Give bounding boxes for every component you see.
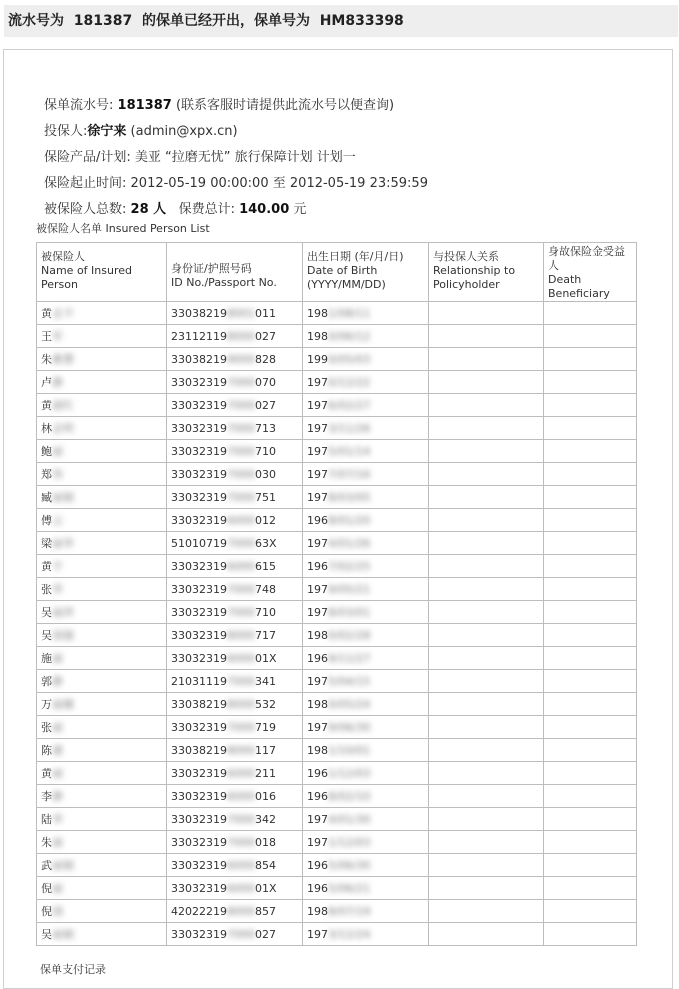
payment-record-caption: 保单支付记录 bbox=[40, 963, 106, 976]
table-row bbox=[37, 624, 637, 647]
table-row bbox=[37, 417, 637, 440]
count-value: 28 人 bbox=[130, 202, 167, 217]
table-row bbox=[37, 785, 637, 808]
period-line bbox=[44, 172, 428, 191]
table-row bbox=[37, 670, 637, 693]
beneficiary-cell bbox=[544, 854, 637, 877]
relationship-cell bbox=[429, 509, 544, 532]
insured-name-cell: 陈建 bbox=[37, 739, 167, 762]
birth-date-cell: 1968/01/20 bbox=[303, 509, 429, 532]
serial-note: (联系客服时请提供此流水号以便查询) bbox=[175, 98, 395, 113]
insured-name-cell: 张丽 bbox=[37, 716, 167, 739]
serial-value: 181387 bbox=[117, 98, 172, 113]
table-row bbox=[37, 440, 637, 463]
relationship-cell bbox=[429, 532, 544, 555]
birth-date-cell: 1971/12/03 bbox=[303, 831, 429, 854]
table-row bbox=[37, 808, 637, 831]
id-number-cell: 420222198000857 bbox=[167, 900, 303, 923]
birth-date-cell: 1977/07/16 bbox=[303, 463, 429, 486]
insured-name-cell: 朱丽 bbox=[37, 831, 167, 854]
birth-date-cell: 1970/12/22 bbox=[303, 371, 429, 394]
col-header-name: 被保险人 Name of Insured Person bbox=[37, 243, 167, 302]
id-number-cell: 330323196000211 bbox=[167, 762, 303, 785]
relationship-cell bbox=[429, 624, 544, 647]
relationship-cell bbox=[429, 877, 544, 900]
id-number-cell: 330323197000751 bbox=[167, 486, 303, 509]
relationship-cell bbox=[429, 601, 544, 624]
relationship-cell bbox=[429, 348, 544, 371]
insured-name-cell: 傅云 bbox=[37, 509, 167, 532]
birth-date-cell: 1979/06/30 bbox=[303, 716, 429, 739]
product-line bbox=[44, 146, 356, 165]
table-row bbox=[37, 532, 637, 555]
insured-name-cell: 鲍丽 bbox=[37, 440, 167, 463]
premium-value: 140.00 bbox=[239, 202, 290, 217]
birth-date-cell: 1980/05/24 bbox=[303, 693, 429, 716]
birth-date-cell: 1981/10/01 bbox=[303, 739, 429, 762]
insured-name-cell: 黄志平 bbox=[37, 302, 167, 325]
id-number-cell: 51010719700063X bbox=[167, 532, 303, 555]
birth-date-cell: 1974/01/30 bbox=[303, 808, 429, 831]
beneficiary-cell bbox=[544, 693, 637, 716]
insured-person-table bbox=[36, 242, 637, 946]
period-start: 2012-05-19 00:00:00 bbox=[130, 176, 269, 191]
holder-label: 投保人: bbox=[44, 124, 88, 139]
premium-label: 保费总计: bbox=[178, 202, 235, 217]
beneficiary-cell bbox=[544, 624, 637, 647]
relationship-cell bbox=[429, 854, 544, 877]
id-number-cell: 330382198000532 bbox=[167, 693, 303, 716]
birth-date-cell: 1979/05/21 bbox=[303, 578, 429, 601]
holder-line bbox=[44, 120, 238, 139]
table-row bbox=[37, 831, 637, 854]
count-line bbox=[44, 198, 306, 217]
period-end: 2012-05-19 23:59:59 bbox=[289, 176, 428, 191]
beneficiary-cell bbox=[544, 808, 637, 831]
relationship-cell bbox=[429, 831, 544, 854]
product-label: 保险产品/计划: bbox=[44, 150, 131, 165]
beneficiary-cell bbox=[544, 348, 637, 371]
insured-name-cell: 黄淑红 bbox=[37, 394, 167, 417]
birth-date-cell: 1988/07/19 bbox=[303, 900, 429, 923]
id-number-cell: 231121198000027 bbox=[167, 325, 303, 348]
relationship-cell bbox=[429, 647, 544, 670]
serial-line bbox=[44, 94, 394, 113]
table-row bbox=[37, 394, 637, 417]
relationship-cell bbox=[429, 302, 544, 325]
relationship-cell bbox=[429, 486, 544, 509]
insured-list-caption: 被保险人名单 Insured Person List bbox=[36, 222, 210, 235]
col-header-dob: 出生日期 (年/月/日) Date of Birth (YYYY/MM/DD) bbox=[303, 243, 429, 302]
insured-name-cell: 武丽娟 bbox=[37, 854, 167, 877]
table-row bbox=[37, 900, 637, 923]
relationship-cell bbox=[429, 739, 544, 762]
beneficiary-cell bbox=[544, 877, 637, 900]
beneficiary-cell bbox=[544, 900, 637, 923]
relationship-cell bbox=[429, 555, 544, 578]
birth-date-cell: 1973/12/24 bbox=[303, 923, 429, 946]
banner-serial-prefix: 流水号为 bbox=[8, 13, 64, 29]
beneficiary-cell bbox=[544, 555, 637, 578]
insured-name-cell: 倪国 bbox=[37, 900, 167, 923]
id-number-cell: 330323196000615 bbox=[167, 555, 303, 578]
insured-name-cell: 吴国强 bbox=[37, 624, 167, 647]
beneficiary-cell bbox=[544, 647, 637, 670]
insured-name-cell: 黄宇 bbox=[37, 555, 167, 578]
birth-date-cell: 1975/01/14 bbox=[303, 440, 429, 463]
id-number-cell: 330382198001011 bbox=[167, 302, 303, 325]
relationship-cell bbox=[429, 394, 544, 417]
table-row bbox=[37, 371, 637, 394]
relationship-cell bbox=[429, 693, 544, 716]
table-row bbox=[37, 923, 637, 946]
beneficiary-cell bbox=[544, 716, 637, 739]
relationship-cell bbox=[429, 371, 544, 394]
relationship-cell bbox=[429, 440, 544, 463]
beneficiary-cell bbox=[544, 762, 637, 785]
birth-date-cell: 1969/11/27 bbox=[303, 647, 429, 670]
relationship-cell bbox=[429, 923, 544, 946]
insured-name-cell: 梁丽华 bbox=[37, 532, 167, 555]
beneficiary-cell bbox=[544, 486, 637, 509]
table-row bbox=[37, 302, 637, 325]
birth-date-cell: 1978/03/05 bbox=[303, 486, 429, 509]
birth-date-cell: 1974/01/26 bbox=[303, 532, 429, 555]
id-number-cell: 330323197000719 bbox=[167, 716, 303, 739]
insured-name-cell: 臧丽娟 bbox=[37, 486, 167, 509]
birth-date-cell: 1973/11/26 bbox=[303, 417, 429, 440]
insured-name-cell: 朱雅慧 bbox=[37, 348, 167, 371]
serial-label: 保单流水号: bbox=[44, 98, 114, 113]
count-label: 被保险人总数: bbox=[44, 202, 127, 217]
id-number-cell: 330323197000342 bbox=[167, 808, 303, 831]
id-number-cell: 330382199000828 bbox=[167, 348, 303, 371]
relationship-cell bbox=[429, 463, 544, 486]
table-row bbox=[37, 578, 637, 601]
insured-name-cell: 陆华 bbox=[37, 808, 167, 831]
beneficiary-cell bbox=[544, 302, 637, 325]
beneficiary-cell bbox=[544, 417, 637, 440]
relationship-cell bbox=[429, 417, 544, 440]
id-number-cell: 330323196000854 bbox=[167, 854, 303, 877]
beneficiary-cell bbox=[544, 601, 637, 624]
id-number-cell: 330323197000713 bbox=[167, 417, 303, 440]
id-number-cell: 330323197000710 bbox=[167, 440, 303, 463]
holder-name: 徐宁来 bbox=[87, 124, 127, 139]
insured-name-cell: 万丽娜 bbox=[37, 693, 167, 716]
relationship-cell bbox=[429, 785, 544, 808]
birth-date-cell: 1965/06/21 bbox=[303, 877, 429, 900]
relationship-cell bbox=[429, 716, 544, 739]
premium-unit: 元 bbox=[293, 202, 307, 217]
insured-name-cell: 吴丽萍 bbox=[37, 601, 167, 624]
table-body bbox=[37, 302, 637, 946]
id-number-cell: 330323197000710 bbox=[167, 601, 303, 624]
id-number-cell: 33032319600001X bbox=[167, 647, 303, 670]
insured-name-cell: 林志明 bbox=[37, 417, 167, 440]
period-label: 保险起止时间: bbox=[44, 176, 127, 191]
id-number-cell: 330323197000748 bbox=[167, 578, 303, 601]
table-row bbox=[37, 601, 637, 624]
birth-date-cell: 1978/03/01 bbox=[303, 601, 429, 624]
insured-name-cell: 卢静 bbox=[37, 371, 167, 394]
beneficiary-cell bbox=[544, 325, 637, 348]
id-number-cell: 330323198000717 bbox=[167, 624, 303, 647]
beneficiary-cell bbox=[544, 463, 637, 486]
id-number-cell: 330323197000027 bbox=[167, 923, 303, 946]
birth-date-cell: 1990/05/03 bbox=[303, 348, 429, 371]
insured-name-cell: 王军 bbox=[37, 325, 167, 348]
table-row bbox=[37, 693, 637, 716]
id-number-cell: 330323196000012 bbox=[167, 509, 303, 532]
beneficiary-cell bbox=[544, 670, 637, 693]
insured-name-cell: 施丽 bbox=[37, 647, 167, 670]
table-row bbox=[37, 509, 637, 532]
beneficiary-cell bbox=[544, 923, 637, 946]
table-row bbox=[37, 877, 637, 900]
col-header-beneficiary: 身故保险金受益人 Death Beneficiary bbox=[544, 243, 637, 302]
insured-name-cell: 倪丽 bbox=[37, 877, 167, 900]
birth-date-cell: 1968/02/10 bbox=[303, 785, 429, 808]
relationship-cell bbox=[429, 325, 544, 348]
relationship-cell bbox=[429, 670, 544, 693]
birth-date-cell: 1967/02/25 bbox=[303, 555, 429, 578]
result-banner bbox=[4, 5, 678, 37]
beneficiary-cell bbox=[544, 578, 637, 601]
id-number-cell: 330323197000027 bbox=[167, 394, 303, 417]
insured-name-cell: 张华 bbox=[37, 578, 167, 601]
table-row bbox=[37, 762, 637, 785]
beneficiary-cell bbox=[544, 831, 637, 854]
beneficiary-cell bbox=[544, 785, 637, 808]
table-row bbox=[37, 486, 637, 509]
insured-name-cell: 郑伟 bbox=[37, 463, 167, 486]
insured-name-cell: 黄丽 bbox=[37, 762, 167, 785]
table-row bbox=[37, 739, 637, 762]
table-row bbox=[37, 555, 637, 578]
beneficiary-cell bbox=[544, 394, 637, 417]
relationship-cell bbox=[429, 900, 544, 923]
id-number-cell: 330382198000117 bbox=[167, 739, 303, 762]
table-row bbox=[37, 716, 637, 739]
id-number-cell: 330323197000070 bbox=[167, 371, 303, 394]
table-row bbox=[37, 348, 637, 371]
id-number-cell: 33032319600001X bbox=[167, 877, 303, 900]
table-row bbox=[37, 647, 637, 670]
birth-date-cell: 1961/12/03 bbox=[303, 762, 429, 785]
birth-date-cell: 1975/04/15 bbox=[303, 670, 429, 693]
beneficiary-cell bbox=[544, 532, 637, 555]
id-number-cell: 210311197000341 bbox=[167, 670, 303, 693]
id-number-cell: 330323197000018 bbox=[167, 831, 303, 854]
birth-date-cell: 1965/06/30 bbox=[303, 854, 429, 877]
id-number-cell: 330323196000016 bbox=[167, 785, 303, 808]
birth-date-cell: 1980/02/28 bbox=[303, 624, 429, 647]
relationship-cell bbox=[429, 578, 544, 601]
beneficiary-cell bbox=[544, 739, 637, 762]
col-header-id: 身份证/护照号码 ID No./Passport No. bbox=[167, 243, 303, 302]
relationship-cell bbox=[429, 808, 544, 831]
beneficiary-cell bbox=[544, 440, 637, 463]
table-row bbox=[37, 463, 637, 486]
beneficiary-cell bbox=[544, 371, 637, 394]
id-number-cell: 330323197000030 bbox=[167, 463, 303, 486]
relationship-cell bbox=[429, 762, 544, 785]
insured-name-cell: 吴丽娟 bbox=[37, 923, 167, 946]
table-row bbox=[37, 854, 637, 877]
banner-serial-no: 181387 bbox=[73, 13, 133, 29]
table-header-row bbox=[37, 243, 637, 302]
beneficiary-cell bbox=[544, 509, 637, 532]
col-header-relationship: 与投保人关系 Relationship to Policyholder bbox=[429, 243, 544, 302]
table-row bbox=[37, 325, 637, 348]
birth-date-cell: 1980/06/12 bbox=[303, 325, 429, 348]
holder-email: (admin@xpx.cn) bbox=[130, 124, 238, 139]
insured-name-cell: 郭静 bbox=[37, 670, 167, 693]
banner-middle: 的保单已经开出，保单号为 bbox=[141, 13, 310, 29]
period-to: 至 bbox=[272, 176, 286, 191]
product-value: 美亚 “拉磨无忧” 旅行保障计划 计划一 bbox=[134, 150, 356, 165]
birth-date-cell: 1981/08/11 bbox=[303, 302, 429, 325]
insured-name-cell: 李静 bbox=[37, 785, 167, 808]
banner-policy-no: HM833398 bbox=[319, 13, 404, 29]
birth-date-cell: 1976/02/27 bbox=[303, 394, 429, 417]
